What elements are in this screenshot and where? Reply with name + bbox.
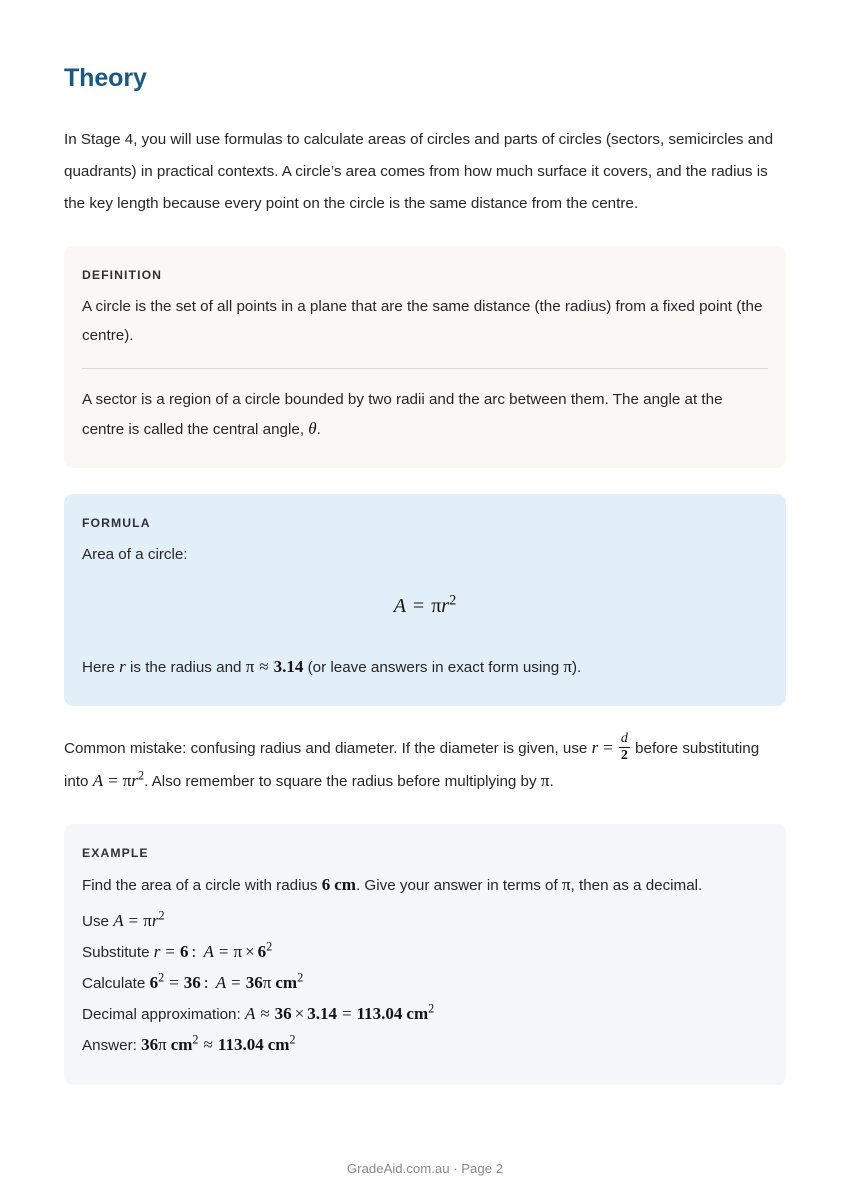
example-prompt-after: , then as a decimal. [570, 876, 703, 894]
area-formula-display: $A = \pi r^2$ [393, 592, 457, 617]
formula-note-before: Here [82, 659, 115, 676]
step-substitute-label: Substitute [82, 943, 150, 961]
formula-note-after: (or leave answers in exact form using [307, 659, 560, 676]
definition-paragraph-2-text: A sector is a region of a circle bounded by two radii and the arc between them. The angle at the centre is called the central angle, [82, 391, 723, 438]
example-callout [64, 824, 786, 1085]
formula-label: FORMULA [82, 516, 151, 530]
step-use-math: $A = \pi r^2$ [113, 908, 165, 930]
step-substitute-math: r = 6 : $A = \pi \times 6^2$ [153, 939, 273, 961]
mistake-segment-1: Common mistake: confusing radius and diameter. If the diameter is given, use [64, 739, 588, 757]
example-prompt [82, 870, 768, 900]
theta-symbol: θ [308, 419, 317, 438]
step-calculate-math: $6^2 = 36$ : A = 36π $cm^2$ [149, 970, 304, 992]
radius-symbol: r [119, 657, 126, 676]
page-title: Theory [64, 64, 147, 92]
step-decimal [82, 999, 768, 1030]
formula-callout [64, 494, 786, 706]
mistake-segment-2: before substituting into [64, 739, 760, 790]
definition-label: DEFINITION [82, 268, 163, 282]
step-substitute [82, 937, 768, 968]
step-use-label: Use [82, 912, 110, 930]
pi-symbol-mistake: π [540, 770, 550, 790]
formula-lead-text: Area of a circle: [82, 546, 188, 563]
pi-symbol-example: π [561, 874, 571, 894]
step-decimal-label: Decimal approximation: [82, 1005, 241, 1023]
mistake-segment-3: . Also remember to square the radius before multiplying by [144, 772, 537, 790]
definition-paragraph-1: A circle is the set of all points in a plane that are the same distance (the radius) from a fixed point (the centre). [82, 298, 763, 344]
definition-paragraph-2 [82, 385, 768, 444]
pi-symbol-formula: π [563, 657, 572, 676]
definition-callout [64, 246, 786, 468]
step-answer-math: 36π $cm^2 \approx 113.04$ $cm^2$ [141, 1032, 296, 1054]
example-label: EXAMPLE [82, 845, 149, 860]
formula-note-middle: is the radius and [130, 659, 242, 676]
page-footer: GradeAid.com.au · Page 2 [346, 1161, 504, 1176]
step-calculate [82, 968, 768, 999]
step-decimal-math: A ≈ 36 × 3.14 = 113.04 $cm^2$ [244, 1001, 435, 1023]
formula-display-row [82, 592, 768, 618]
example-prompt-middle: . Give your answer in terms of [355, 876, 558, 894]
step-calculate-label: Calculate [82, 974, 146, 992]
step-answer [82, 1030, 768, 1061]
example-steps [82, 906, 768, 1061]
area-formula-inline: $A = \pi r^2$ [92, 768, 145, 790]
example-prompt-before: Find the area of a circle with radius [82, 876, 318, 894]
formula-note-end: ). [572, 659, 582, 676]
radius-value: 6 cm [321, 874, 356, 894]
definition-paragraph-2-end: . [316, 421, 321, 438]
definition-divider [82, 368, 768, 369]
common-mistake-paragraph [64, 731, 786, 798]
radius-half-diameter-formula: r = $\frac{d}{2}$ [591, 731, 628, 763]
mistake-segment-4: . [549, 772, 554, 790]
intro-paragraph: In Stage 4, you will use formulas to calculate areas of circles and parts of circles (sectors, semicircles and quadrants) in practical contexts. A circle’s area comes from how much surface it covers, and the radius is the key length because every point on the circle is the same distance from the centre. [64, 131, 774, 212]
step-answer-label: Answer: [82, 1036, 137, 1054]
step-use [82, 906, 768, 937]
pi-approx-value: π ≈ 3.14 [245, 657, 304, 676]
formula-note [82, 652, 768, 682]
